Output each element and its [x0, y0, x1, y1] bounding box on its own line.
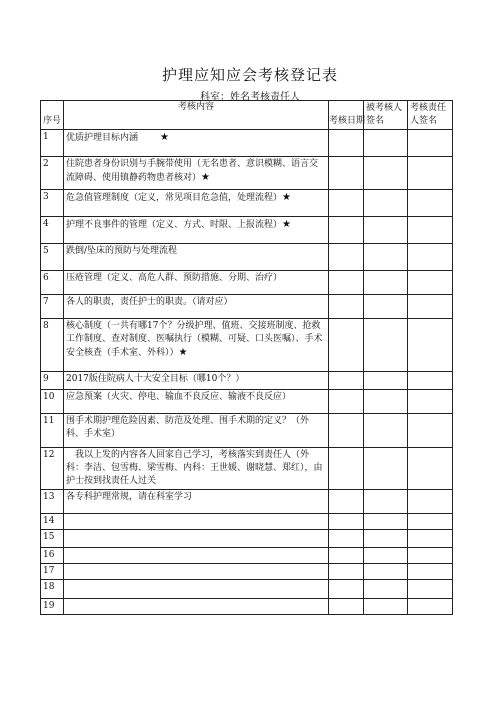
table-row	[41, 530, 453, 548]
row-number: 3	[41, 190, 64, 217]
row-content-text: 我以上发的内容各人回家自己学习，考核落实到责任人（外科：李洁、包雪梅、梁雪梅、内科：王世媛、谢晓慧、郑红），由护士按到找责任人过关	[66, 450, 323, 486]
table-row	[41, 490, 453, 514]
row-content	[64, 599, 329, 615]
row-number: 14	[41, 514, 64, 530]
row-number: 18	[41, 580, 64, 599]
table-row	[41, 390, 453, 414]
row-content	[64, 372, 329, 390]
table-row	[41, 548, 453, 564]
examiner-signature-cell[interactable]	[408, 190, 453, 217]
header-examiner-signature: 考核责任人签名	[408, 101, 453, 130]
examinee-signature-cell[interactable]	[364, 448, 408, 490]
table-row	[41, 295, 453, 319]
examinee-signature-cell[interactable]	[364, 490, 408, 514]
row-content-text: 压疮管理（定义、高危人群、预防措施、分期、治疗）	[66, 273, 283, 283]
examiner-signature-cell[interactable]	[408, 295, 453, 319]
row-content-text: 2017版住院病人十大安全目标（哪10个？）	[66, 374, 245, 384]
examinee-signature-cell[interactable]	[364, 190, 408, 217]
examiner-signature-cell[interactable]	[408, 599, 453, 615]
examiner-signature-cell[interactable]	[408, 271, 453, 295]
row-content-text: 护理不良事件的管理（定义、方式、时限、上报流程）	[66, 220, 283, 230]
row-content	[64, 390, 329, 414]
form-title: 护理应知应会考核登记表	[161, 66, 338, 84]
exam-date-cell[interactable]	[329, 599, 364, 615]
row-number: 5	[41, 244, 64, 271]
row-content	[64, 530, 329, 548]
row-content	[64, 244, 329, 271]
row-content	[64, 564, 329, 580]
exam-date-cell[interactable]	[329, 295, 364, 319]
row-number: 8	[41, 319, 64, 372]
table-row	[41, 271, 453, 295]
examinee-signature-cell[interactable]	[364, 157, 408, 190]
row-content	[64, 217, 329, 244]
row-content-text: 各专科护理常规，请在科室学习	[66, 492, 193, 502]
table-row	[41, 564, 453, 580]
registration-table	[40, 100, 453, 615]
exam-date-cell[interactable]	[329, 580, 364, 599]
row-content-text: 优质护理目标内涵	[66, 133, 139, 143]
exam-date-cell[interactable]	[329, 157, 364, 190]
table-row	[41, 190, 453, 217]
examinee-signature-cell[interactable]	[364, 390, 408, 414]
row-content	[64, 157, 329, 190]
header-no: 序号	[41, 101, 64, 130]
exam-date-cell[interactable]	[329, 448, 364, 490]
row-number: 19	[41, 599, 64, 615]
examinee-signature-cell[interactable]	[364, 319, 408, 372]
examinee-signature-cell[interactable]	[364, 372, 408, 390]
exam-date-cell[interactable]	[329, 217, 364, 244]
row-content-text: 各人的职责，责任护士的职责。（请对应）	[66, 297, 233, 307]
row-content	[64, 548, 329, 564]
row-number: 15	[41, 530, 64, 548]
examinee-signature-cell[interactable]	[364, 514, 408, 530]
row-number: 7	[41, 295, 64, 319]
key-item-star-icon: ★	[201, 172, 210, 183]
key-item-star-icon: ★	[160, 132, 169, 143]
examiner-signature-cell[interactable]	[408, 319, 453, 372]
row-number: 2	[41, 157, 64, 190]
row-number: 17	[41, 564, 64, 580]
header-content: 考核内容	[64, 101, 329, 130]
examiner-signature-cell[interactable]	[408, 157, 453, 190]
examinee-signature-cell[interactable]	[364, 580, 408, 599]
examinee-signature-cell[interactable]	[364, 130, 408, 157]
examiner-signature-cell[interactable]	[408, 548, 453, 564]
exam-date-cell[interactable]	[329, 490, 364, 514]
row-content-text: 住院患者身份识别与手腕带使用（无名患者、意识模糊、语言交流障碍、使用镇静药物患者核对）	[66, 159, 319, 183]
table-row	[41, 414, 453, 448]
examiner-signature-cell[interactable]	[408, 372, 453, 390]
table-row	[41, 514, 453, 530]
key-item-star-icon: ★	[178, 347, 188, 358]
row-content	[64, 414, 329, 448]
examiner-signature-cell[interactable]	[408, 390, 453, 414]
exam-date-cell[interactable]	[329, 514, 364, 530]
examiner-signature-cell[interactable]	[408, 448, 453, 490]
examiner-signature-cell[interactable]	[408, 130, 453, 157]
examiner-signature-cell[interactable]	[408, 564, 453, 580]
header-examinee-signature: 被考核人签名	[364, 101, 408, 130]
table-row	[41, 372, 453, 390]
examiner-signature-cell[interactable]	[408, 490, 453, 514]
row-number: 16	[41, 548, 64, 564]
exam-date-cell[interactable]	[329, 564, 364, 580]
exam-date-cell[interactable]	[329, 548, 364, 564]
exam-date-cell[interactable]	[329, 271, 364, 295]
examinee-signature-cell[interactable]	[364, 271, 408, 295]
row-number: 1	[41, 130, 64, 157]
key-item-star-icon: ★	[282, 219, 291, 230]
row-content	[64, 580, 329, 599]
examinee-signature-cell[interactable]	[364, 244, 408, 271]
examinee-signature-cell[interactable]	[364, 564, 408, 580]
row-content	[64, 130, 329, 157]
table-row	[41, 319, 453, 372]
table-row	[41, 448, 453, 490]
exam-date-cell[interactable]	[329, 130, 364, 157]
table-row	[41, 244, 453, 271]
table-row	[41, 217, 453, 244]
examinee-signature-cell[interactable]	[364, 530, 408, 548]
examiner-signature-cell[interactable]	[408, 217, 453, 244]
row-content-text: 跌倒/坠床的预防与处理流程	[66, 246, 178, 256]
exam-date-cell[interactable]	[329, 190, 364, 217]
row-content	[64, 514, 329, 530]
table-row	[41, 599, 453, 615]
table-row	[41, 130, 453, 157]
header-row	[41, 101, 453, 130]
row-content	[64, 295, 329, 319]
examiner-signature-cell[interactable]	[408, 514, 453, 530]
row-content	[64, 490, 329, 514]
examinee-signature-cell[interactable]	[364, 217, 408, 244]
row-number: 6	[41, 271, 64, 295]
examiner-signature-cell[interactable]	[408, 414, 453, 448]
exam-date-cell[interactable]	[329, 319, 364, 372]
exam-date-cell[interactable]	[329, 244, 364, 271]
table-row	[41, 580, 453, 599]
exam-date-cell[interactable]	[329, 530, 364, 548]
row-content-text: 应急预案（火灾、停电、输血不良反应、输液不良反应）	[66, 392, 292, 402]
row-number: 12	[41, 448, 64, 490]
row-number: 4	[41, 217, 64, 244]
row-number: 13	[41, 490, 64, 514]
row-number: 10	[41, 390, 64, 414]
exam-date-cell[interactable]	[329, 390, 364, 414]
row-content-text: 围手术期护理危险因素、防范及处理、围手术期的定义？（外科、手术室）	[66, 416, 310, 439]
examiner-signature-cell[interactable]	[408, 530, 453, 548]
examiner-signature-cell[interactable]	[408, 244, 453, 271]
examinee-signature-cell[interactable]	[364, 548, 408, 564]
table-row	[41, 157, 453, 190]
row-content	[64, 271, 329, 295]
row-content	[64, 319, 329, 372]
row-number: 9	[41, 372, 64, 390]
exam-date-cell[interactable]	[329, 414, 364, 448]
row-content-text: 危急值管理制度（定义，常见项目危急值，处理流程）	[66, 193, 283, 203]
form-subtitle: 科室：姓名考核责任人	[200, 92, 300, 103]
row-content	[64, 190, 329, 217]
row-content	[64, 448, 329, 490]
row-number: 11	[41, 414, 64, 448]
exam-date-cell[interactable]	[329, 372, 364, 390]
examiner-signature-cell[interactable]	[408, 580, 453, 599]
examinee-signature-cell[interactable]	[364, 295, 408, 319]
key-item-star-icon: ★	[282, 192, 291, 203]
examinee-signature-cell[interactable]	[364, 414, 408, 448]
examinee-signature-cell[interactable]	[364, 599, 408, 615]
header-date: 考核日期	[329, 101, 364, 130]
row-content-text: 核心制度（一共有哪17个？分级护理、值班、交接班制度、抢救工作制度、查对制度、医嘱执行（模糊、可疑、口头医嘱）、手术安全核查（手术室、外科））	[66, 321, 323, 358]
